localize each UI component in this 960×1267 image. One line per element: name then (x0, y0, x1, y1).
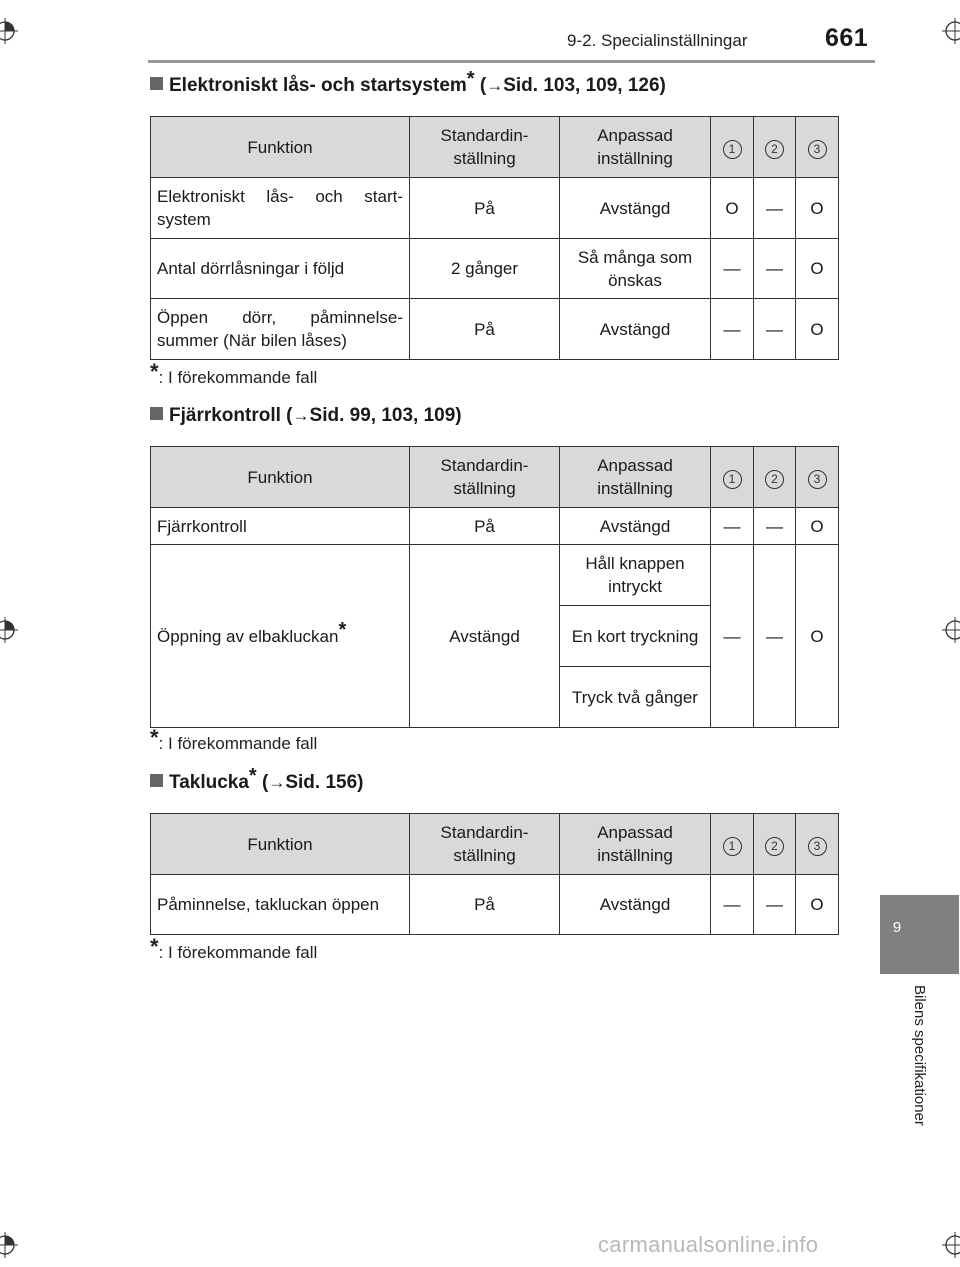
bullet-square-icon (150, 77, 163, 90)
table-row: Öppen dörr, påminnelse-summer (När bilen låses) På Avstängd — — O (151, 299, 839, 360)
page-reference[interactable]: Sid. 156 (285, 772, 358, 793)
circled-number-icon: 3 (808, 470, 827, 489)
chapter-label (908, 985, 928, 1165)
col-header-1 (711, 814, 754, 875)
page-reference[interactable]: Sid. 103, 109, 126 (503, 75, 660, 96)
chapter-number: 9 (892, 919, 902, 936)
settings-table-lock-start (150, 116, 839, 360)
arrow-icon: → (292, 406, 310, 425)
arrow-icon: → (268, 773, 286, 792)
registration-mark-bottom-right (942, 1232, 960, 1258)
col-header-3 (796, 447, 839, 508)
col-header-standard: Standardin-ställning (410, 117, 560, 178)
col-header-funktion: Funktion (151, 814, 410, 875)
footnote: *: I förekommande fall (150, 359, 318, 387)
page-reference[interactable]: Sid. 99, 103, 109 (309, 405, 456, 426)
circled-number-icon: 3 (808, 837, 827, 856)
table-row: En kort tryckning (151, 606, 839, 667)
watermark: carmanualsonline.info (598, 1232, 819, 1257)
footnote: *: I förekommande fall (150, 725, 318, 753)
table-header-row (151, 814, 839, 875)
circled-number-icon: 2 (765, 140, 784, 159)
col-header-anpassad: Anpassad inställning (560, 117, 711, 178)
circled-number-icon: 2 (765, 837, 784, 856)
bullet-square-icon (150, 407, 163, 420)
circled-number-icon: 1 (723, 837, 742, 856)
table-row: Öppning av elbakluckan* Avstängd Håll knappen intryckt — — O (151, 545, 839, 606)
footnote: *: I förekommande fall (150, 934, 318, 962)
section-heading-sunroof: Taklucka* (→Sid. 156) (150, 772, 363, 794)
registration-mark-mid-right (942, 617, 960, 643)
chapter-tab (880, 895, 959, 974)
section-heading-remote: Fjärrkontroll (→Sid. 99, 103, 109) (150, 405, 462, 427)
table-header-row (151, 447, 839, 508)
settings-table-sunroof (150, 813, 839, 935)
col-header-anpassad: Anpassad inställning (560, 814, 711, 875)
registration-mark-mid-left (0, 617, 18, 643)
col-header-standard: Standardin-ställning (410, 814, 560, 875)
page-header (0, 0, 960, 64)
bullet-square-icon (150, 774, 163, 787)
table-header-row (151, 117, 839, 178)
circled-number-icon: 2 (765, 470, 784, 489)
arrow-icon: → (486, 76, 504, 95)
col-header-1 (711, 447, 754, 508)
section-title: 9-2. Specialinställningar (567, 31, 748, 50)
col-header-1 (711, 117, 754, 178)
col-header-2 (754, 117, 796, 178)
page-number: 661 (825, 24, 869, 52)
table-row: Tryck två gånger (151, 667, 839, 728)
table-row: Elektroniskt lås- och start-system På Avstängd O — O (151, 178, 839, 239)
col-header-anpassad: Anpassad inställning (560, 447, 711, 508)
table-row: Fjärrkontroll På Avstängd — — O (151, 508, 839, 545)
circled-number-icon: 1 (723, 140, 742, 159)
section-heading-lock-start: Elektroniskt lås- och startsystem* (→Sid. 103, 109, 126) (150, 75, 666, 97)
col-header-3 (796, 814, 839, 875)
col-header-standard: Standardin-ställning (410, 447, 560, 508)
col-header-funktion: Funktion (151, 117, 410, 178)
col-header-2 (754, 814, 796, 875)
table-row: Antal dörrlåsningar i följd 2 gånger Så många som önskas — — O (151, 239, 839, 299)
table-row: Påminnelse, takluckan öppen På Avstängd — — O (151, 875, 839, 935)
col-header-3 (796, 117, 839, 178)
header-rule (148, 60, 875, 63)
settings-table-remote (150, 446, 839, 728)
col-header-2 (754, 447, 796, 508)
circled-number-icon: 3 (808, 140, 827, 159)
chapter-label-text: Bilens specifikationer (911, 985, 928, 1126)
circled-number-icon: 1 (723, 470, 742, 489)
registration-mark-bottom-left (0, 1232, 18, 1258)
col-header-funktion: Funktion (151, 447, 410, 508)
